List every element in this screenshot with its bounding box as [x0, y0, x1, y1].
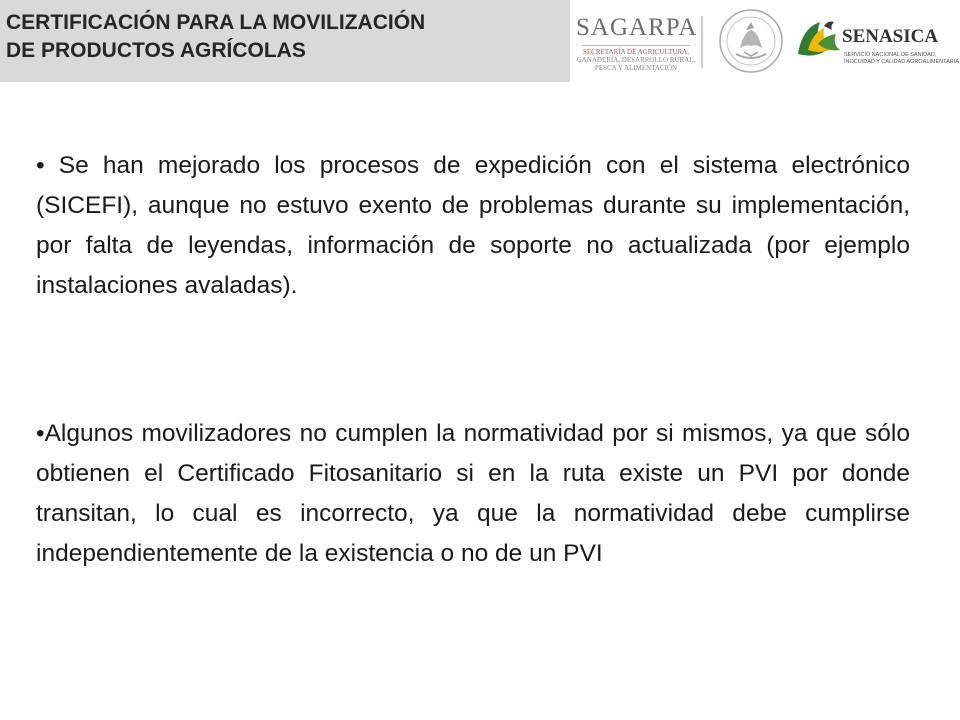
senasica-subtitle-1: SERVICIO NACIONAL DE SANIDAD, — [844, 52, 937, 58]
sagarpa-rule — [582, 45, 690, 46]
slide-title — [6, 9, 566, 65]
logo-separator — [701, 16, 703, 68]
senasica-logo — [794, 10, 959, 76]
mexico-coat-of-arms-icon — [718, 8, 784, 74]
sagarpa-subtitle-1: SECRETARÍA DE AGRICULTURA, — [583, 48, 689, 56]
senasica-wordmark: SENASICA — [842, 26, 939, 47]
senasica-emblem-icon — [794, 14, 846, 66]
bullet-paragraph-1: • Se han mejorado los procesos de expedición con el sistema electrónico (SICEFI), aunque no estuvo exento de problemas durante su implementación, por falta de leyendas, información de soporte no actualizada (por ejemplo instalaciones avaladas). — [36, 152, 910, 299]
logo-band — [570, 0, 960, 82]
header-title-bar — [0, 0, 570, 82]
sagarpa-logo — [576, 14, 696, 76]
bullet-paragraph-2: •Algunos movilizadores no cumplen la normatividad por si mismos, ya que sólo obtienen el Certificado Fitosanitario si en la ruta existe un PVI por donde transitan, lo cual es incorrecto, ya que la normatividad debe cumplirse independientemente de la existencia o no de un PVI — [36, 420, 910, 567]
sagarpa-subtitle-2: GANADERÍA, DESARROLLO RURAL, — [576, 56, 696, 64]
senasica-subtitle-2: INOCUIDAD Y CALIDAD AGROALIMENTARIA — [844, 59, 959, 65]
sagarpa-subtitle-3: PESCA Y ALIMENTACIÓN — [594, 64, 678, 72]
sagarpa-wordmark: SAGARPA — [576, 14, 698, 41]
slide-title-line-1: CERTIFICACIÓN PARA LA MOVILIZACIÓN — [6, 11, 426, 34]
slide-title-line-2: DE PRODUCTOS AGRÍCOLAS — [6, 39, 306, 62]
